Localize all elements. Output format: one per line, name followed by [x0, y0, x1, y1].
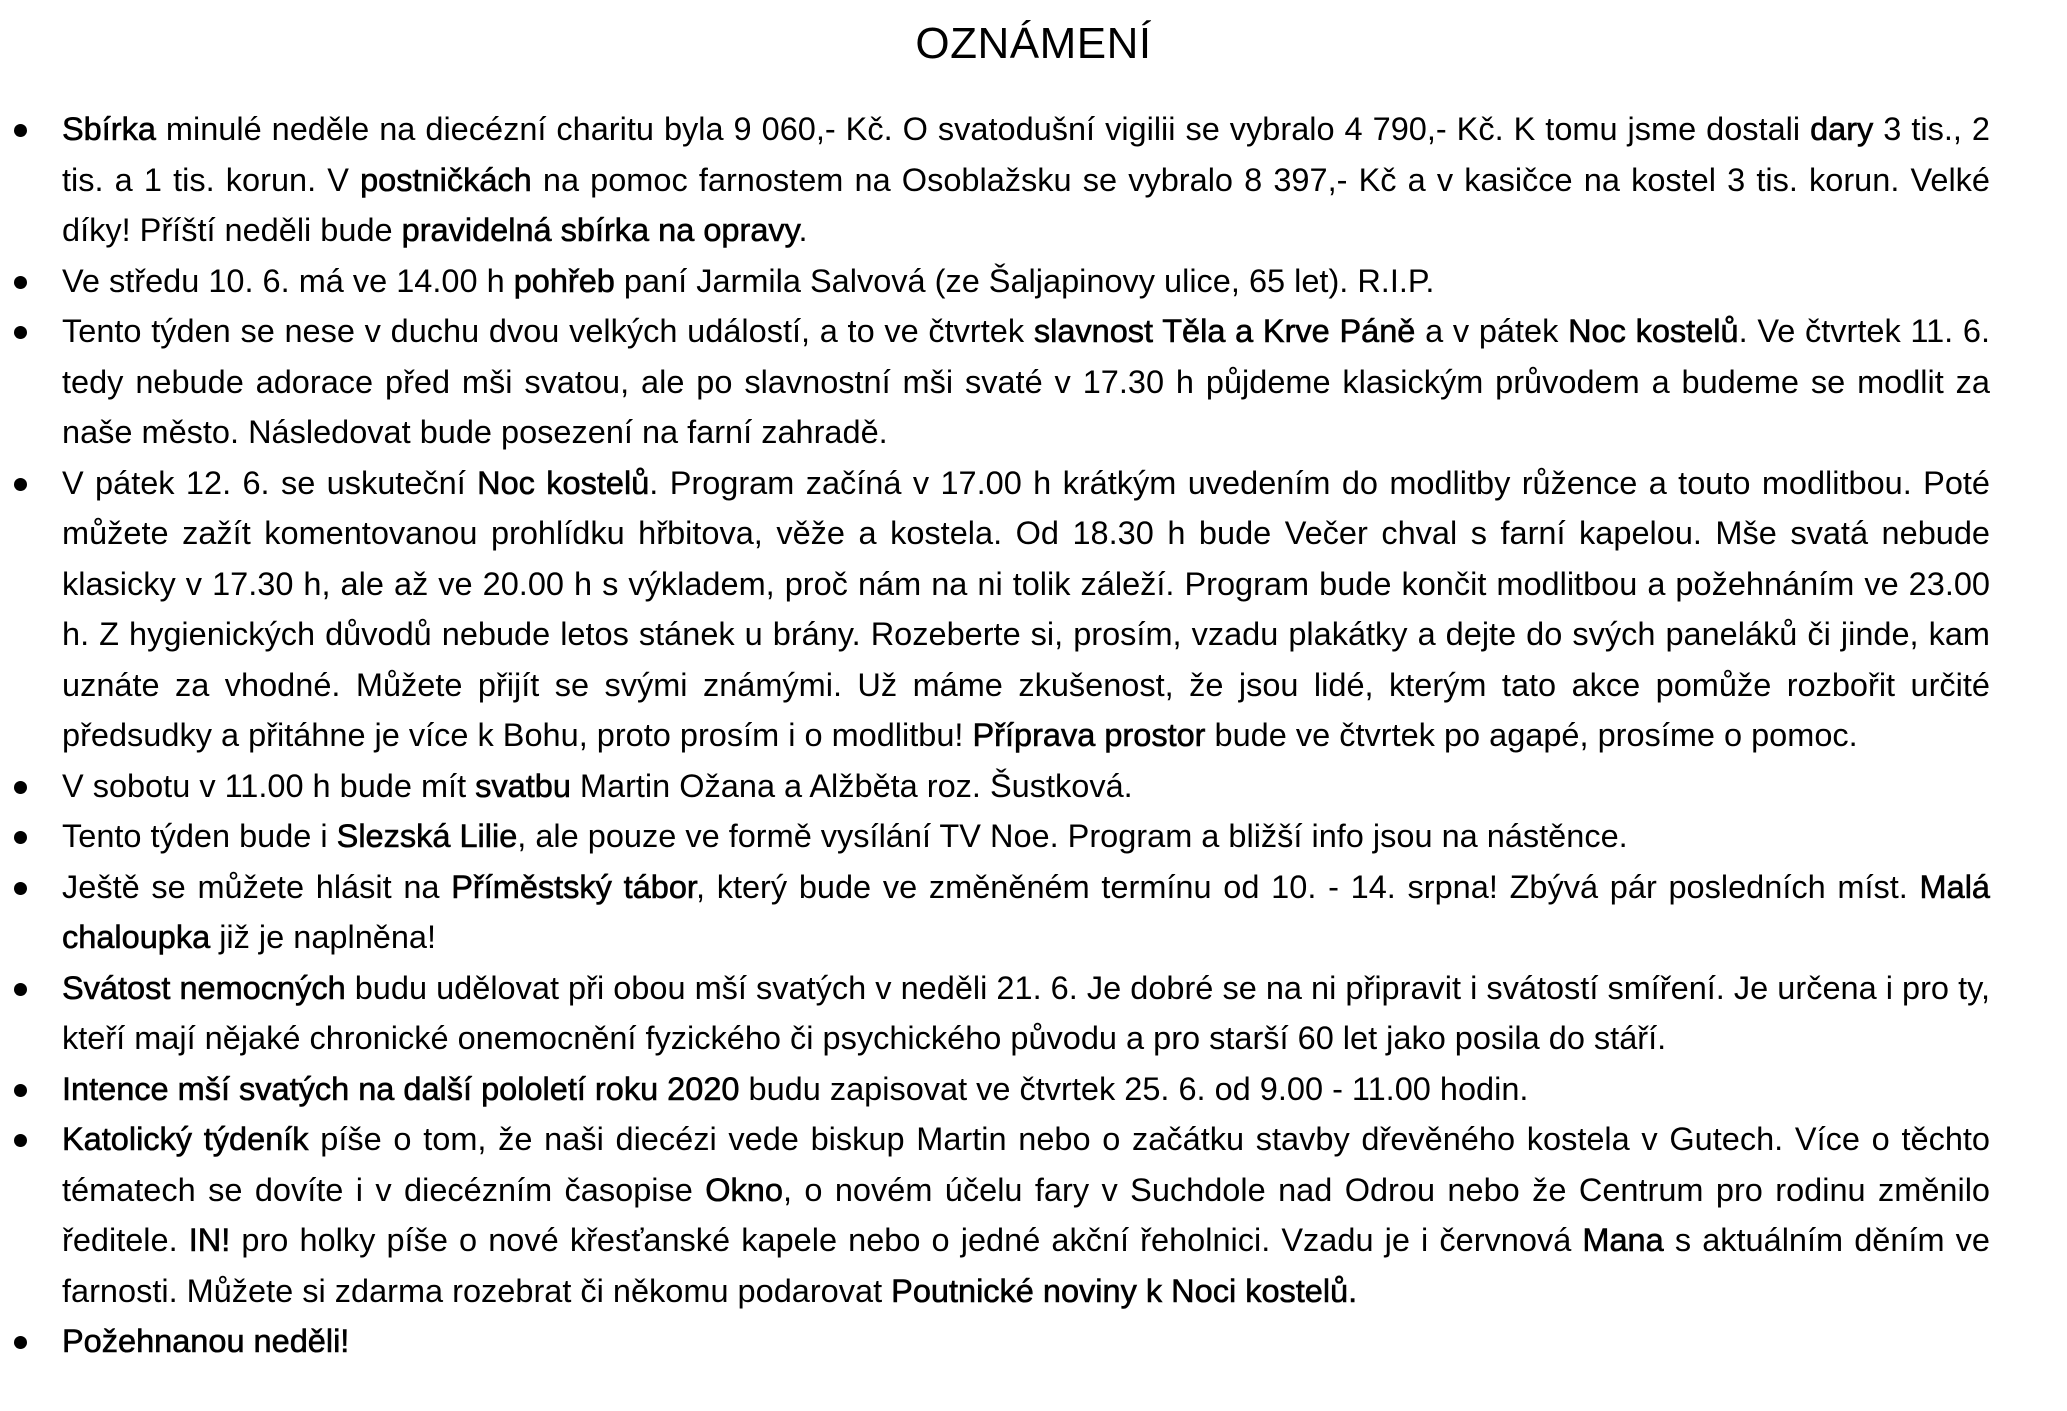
- highlighted-text: Slezská Lilie: [336, 818, 518, 854]
- item-text: bude ve čtvrtek po agapé, prosíme o pomoc.: [1205, 717, 1858, 753]
- highlighted-text: postničkách: [360, 161, 532, 198]
- bullet-icon: [14, 781, 27, 794]
- highlighted-text: Svátost nemocných: [62, 969, 346, 1006]
- item-text: na pomoc farnostem na Osoblažsku se vybralo 8 397,- Kč a v kasičce na kostel 3 tis. korun. Velké díky! Příští neděli bude: [62, 161, 1990, 248]
- page-title: OZNÁMENÍ: [915, 19, 1152, 68]
- highlighted-text: Okno: [705, 1171, 783, 1208]
- item-text: V sobotu v 11.00 h bude mít: [62, 767, 476, 804]
- item-text: .: [798, 212, 808, 248]
- bullet-icon: [14, 1134, 27, 1147]
- highlighted-text: Katolický týdeník: [62, 1121, 309, 1157]
- item-text: minulé neděle na diecézní charitu byla 9 060,- Kč. O svatodušní vigilii se vybralo 4 790,- Kč. K tomu jsme dostali: [155, 111, 1811, 147]
- highlighted-text: svatbu: [475, 767, 571, 804]
- highlighted-text: Požehnanou neděli!: [62, 1323, 350, 1359]
- item-text: . Program začíná v 17.00 h krátkým uvedením do modlitby růžence a touto modlitbou. Poté můžete zažít komentovanou prohlídku hřbitova, věže a kostela. Od 18.30 h bude Večer chval s farní kapelou. Mše svatá nebude klasicky v 17.30 h, ale až ve 20.00 h s výkladem, proč nám na ni tolik záleží. Program bude končit modlitbou a požehnáním ve 23.00 h. Z hygienických důvodů nebude letos stánek u brány. Rozeberte si, prosím, vzadu plakátky a dejte do svých paneláků či jinde, kam uznáte za vhodné. Můžete přijít se svými známými. Už máme zkušenost, že jsou lidé, kterým tato akce pomůže rozbořit určité předsudky a přitáhne je více k Bohu, proto prosím i o modlitbu!: [62, 464, 1991, 753]
- item-text: Martin Ožana a Alžběta roz. Šustková.: [570, 767, 1133, 804]
- item-text: V pátek 12. 6. se uskuteční: [62, 464, 478, 501]
- highlighted-text: Příprava prostor: [972, 717, 1206, 753]
- highlighted-text: Sbírka: [62, 111, 156, 147]
- list-item: [0, 306, 1990, 458]
- bullet-icon: [14, 124, 27, 137]
- highlighted-text: Poutnické noviny k Noci kostelů.: [891, 1272, 1358, 1309]
- list-item: [0, 811, 1990, 862]
- list-item: [0, 862, 1990, 963]
- list-item: [0, 458, 1990, 761]
- item-text: 3 tis., 2 tis. a 1 tis. korun. V: [62, 111, 1990, 198]
- bullet-icon: [14, 478, 27, 491]
- list-item: [0, 963, 1990, 1064]
- item-text: , o novém účelu fary v Suchdole nad Odrou nebo že Centrum pro rodinu změnilo ředitele.: [62, 1171, 1990, 1258]
- item-text: Ještě se můžete hlásit na: [62, 868, 452, 905]
- highlighted-text: dary: [1810, 111, 1874, 147]
- highlighted-text: Noc kostelů: [477, 464, 650, 501]
- item-text: píše o tom, že naši diecézi vede biskup Martin nebo o začátku stavby dřevěného kostela v Gutech. Více o těchto tématech se dovíte i v diecézním časopise: [62, 1121, 1990, 1208]
- bullet-icon: [14, 326, 27, 339]
- item-text: Tento týden se nese v duchu dvou velkých událostí, a to ve čtvrtek: [62, 313, 1034, 349]
- item-text: paní Jarmila Salvová (ze Šaljapinovy ulice, 65 let). R.I.P.: [614, 262, 1435, 299]
- item-text: již je naplněna!: [210, 919, 437, 955]
- highlighted-text: Malá chaloupka: [62, 868, 1990, 955]
- highlighted-text: Intence mší svatých na další pololetí roku 2020: [62, 1070, 740, 1107]
- highlighted-text: Mana: [1582, 1222, 1664, 1258]
- item-text: a v pátek: [1415, 313, 1569, 349]
- highlighted-text: pravidelná sbírka na opravy: [401, 212, 799, 248]
- item-text: s aktuálním děním ve farnosti. Můžete si zdarma rozebrat či někomu podarovat: [62, 1222, 1990, 1309]
- highlighted-text: pohřeb: [513, 262, 615, 299]
- item-text: , ale pouze ve formě vysílání TV Noe. Program a bližší info jsou na nástěnce.: [517, 818, 1628, 854]
- highlighted-text: slavnost Těla a Krve Páně: [1033, 313, 1416, 349]
- item-text: budu udělovat při obou mší svatých v neděli 21. 6. Je dobré se na ni připravit i svátostí smíření. Je určena i pro ty, kteří mají nějaké chronické onemocnění fyzického či psychického původu a pro starší 60 let jako posila do stáří.: [62, 969, 1990, 1056]
- highlighted-text: Příměstský tábor: [451, 868, 696, 905]
- item-text: pro holky píše o nové křesťanské kapele nebo o jedné akční řeholnici. Vzadu je i červnová: [230, 1222, 1583, 1258]
- highlighted-text: IN!: [188, 1222, 231, 1258]
- bullet-icon: [14, 983, 27, 996]
- item-text: . Ve čtvrtek 11. 6. tedy nebude adorace před mši svatou, ale po slavnostní mši svaté v 17.30 h půjdeme klasickým průvodem a budeme se modlit za naše město. Následovat bude posezení na farní zahradě.: [62, 313, 1991, 450]
- item-text: , který bude ve změněném termínu od 10. - 14. srpna! Zbývá pár posledních míst.: [695, 868, 1920, 905]
- bullet-icon: [14, 276, 27, 289]
- highlighted-text: Noc kostelů: [1568, 313, 1739, 349]
- item-text: budu zapisovat ve čtvrtek 25. 6. od 9.00 - 11.00 hodin.: [739, 1070, 1529, 1107]
- list-item: [0, 104, 1990, 256]
- item-text: Tento týden bude i: [62, 818, 337, 854]
- bullet-icon: [14, 1084, 27, 1097]
- list-item: [0, 1064, 1990, 1115]
- bullet-icon: [14, 831, 27, 844]
- list-item: [0, 256, 1990, 307]
- list-item: [0, 761, 1990, 812]
- announcement-list: [0, 104, 2067, 1367]
- bullet-icon: [14, 1336, 27, 1349]
- list-item: [0, 1114, 1990, 1316]
- bullet-icon: [14, 882, 27, 895]
- item-text: Ve středu 10. 6. má ve 14.00 h: [62, 262, 514, 299]
- list-item: [0, 1316, 1990, 1367]
